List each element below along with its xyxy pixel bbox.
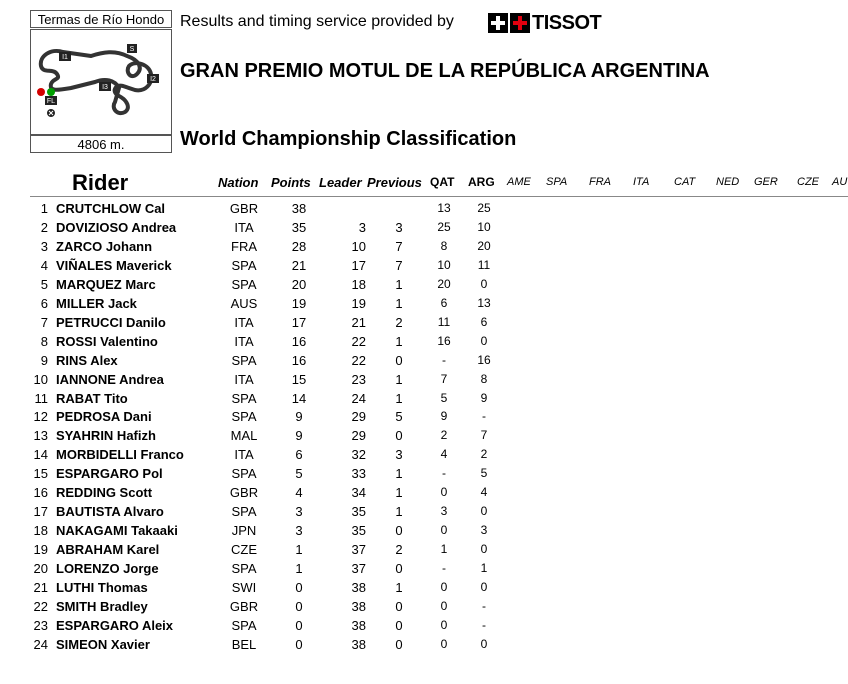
rider-gap-previous: 0 <box>395 428 403 444</box>
rider-gap-leader: 22 <box>351 352 366 368</box>
rider-position: 1 <box>40 201 48 216</box>
sector-marker-i2 <box>147 74 159 83</box>
rider-gap-leader: 37 <box>351 542 366 558</box>
rider-name: BAUTISTA Alvaro <box>56 504 164 520</box>
rider-position: 21 <box>33 580 48 595</box>
rider-gap-leader: 38 <box>351 580 366 595</box>
rider-gap-leader: 33 <box>351 466 366 482</box>
col-header-nation: Nation <box>218 175 259 190</box>
table-row <box>0 218 848 237</box>
rider-points-qat: 6 <box>440 295 448 310</box>
svg-text:I2: I2 <box>150 76 156 83</box>
start-grid-icon <box>47 109 55 117</box>
rider-gap-leader: 21 <box>351 314 366 330</box>
rider-points: 9 <box>295 428 303 444</box>
circuit-name: Termas de Río Hondo <box>30 10 172 28</box>
rider-nation: SPA <box>231 390 257 406</box>
rider-points-arg: 4 <box>480 485 488 500</box>
col-header-cze: CZE <box>797 176 819 188</box>
rider-gap-leader: 3 <box>358 219 366 235</box>
rider-position: 2 <box>40 219 48 235</box>
rider-points-qat: - <box>442 466 446 481</box>
col-header-au: AU <box>832 176 848 188</box>
rider-nation: MAL <box>230 428 258 444</box>
rider-position: 13 <box>33 428 48 444</box>
rider-points: 21 <box>291 257 307 273</box>
rider-gap-previous: 5 <box>395 409 403 425</box>
rider-points-qat: 5 <box>440 390 448 405</box>
rider-name: PETRUCCI Danilo <box>56 314 166 330</box>
col-header-cat: CAT <box>674 176 696 188</box>
rider-name: ESPARGARO Aleix <box>56 617 174 633</box>
rider-gap-leader: 19 <box>351 295 366 311</box>
rider-gap-leader: 35 <box>351 504 366 520</box>
rider-points-arg: 16 <box>477 352 491 367</box>
table-row <box>0 521 848 540</box>
track-map <box>30 29 172 135</box>
rider-points-arg: 8 <box>480 371 488 386</box>
rider-name: RABAT Tito <box>56 390 128 406</box>
rider-gap-previous: 0 <box>395 523 403 539</box>
rider-points-qat: 0 <box>440 598 448 613</box>
rider-nation: SPA <box>231 617 257 633</box>
table-row <box>0 597 848 616</box>
rider-points-arg: 0 <box>480 580 488 594</box>
table-row <box>0 313 848 332</box>
rider-points-qat: 10 <box>437 257 451 272</box>
rider-gap-previous: 7 <box>395 238 403 254</box>
rider-gap-previous: 0 <box>395 598 403 614</box>
rider-name: ZARCO Johann <box>56 238 153 254</box>
rider-gap-leader: 38 <box>351 617 366 633</box>
sector-marker-i1 <box>59 52 71 61</box>
rider-position: 16 <box>33 485 48 501</box>
rider-gap-leader: 10 <box>351 238 366 254</box>
rider-points: 0 <box>295 598 303 614</box>
rider-points: 9 <box>295 409 303 425</box>
rider-nation: SPA <box>231 409 257 425</box>
finish-line-marker <box>45 96 57 105</box>
rider-points-arg: 0 <box>480 333 488 348</box>
rider-name: ROSSI Valentino <box>56 333 158 349</box>
rider-points-arg: 3 <box>480 523 488 538</box>
rider-points-qat: 0 <box>440 523 448 538</box>
rider-position: 12 <box>33 409 48 425</box>
rider-gap-leader: 17 <box>351 257 366 273</box>
rider-gap-leader: 38 <box>351 598 366 614</box>
rider-position: 5 <box>40 276 48 292</box>
rider-name: MORBIDELLI Franco <box>56 447 184 463</box>
rider-gap-previous: 1 <box>395 580 403 595</box>
rider-position: 4 <box>40 257 48 273</box>
rider-position: 6 <box>40 295 48 311</box>
rider-points-qat: 0 <box>440 485 448 500</box>
tissot-wordmark: TISSOT <box>532 12 602 34</box>
rider-gap-leader: 23 <box>351 371 366 387</box>
table-row <box>0 407 848 426</box>
rider-position: 11 <box>34 390 48 406</box>
rider-points-arg: 13 <box>477 295 491 310</box>
rider-position: 23 <box>33 617 48 633</box>
rider-points: 17 <box>291 314 307 330</box>
table-row <box>0 237 848 256</box>
rider-points-qat: 0 <box>440 636 448 651</box>
rider-points-qat: 13 <box>437 201 451 215</box>
rider-points: 1 <box>295 542 303 558</box>
rider-points-qat: 1 <box>440 542 448 557</box>
rider-nation: SPA <box>231 504 257 520</box>
rider-gap-leader: 24 <box>351 390 366 406</box>
rider-position: 8 <box>40 333 48 349</box>
rider-points-arg: 1 <box>480 561 488 576</box>
rider-points-qat: 11 <box>437 314 451 329</box>
table-row <box>0 370 848 389</box>
rider-points-qat: 0 <box>440 580 448 594</box>
rider-name: CRUTCHLOW Cal <box>56 201 166 216</box>
rider-gap-previous: 1 <box>395 276 403 292</box>
rider-gap-previous: 1 <box>395 485 403 501</box>
green-light-icon <box>47 88 55 96</box>
rider-position: 3 <box>40 238 48 254</box>
header-divider <box>30 196 848 197</box>
rider-nation: ITA <box>234 371 254 387</box>
track-outline <box>41 51 152 113</box>
rider-nation: SWI <box>231 580 257 595</box>
table-row <box>0 426 848 445</box>
page-title: World Championship Classification <box>180 128 517 150</box>
rider-nation: ITA <box>234 447 254 463</box>
rider-gap-previous: 1 <box>395 371 403 387</box>
table-row <box>0 256 848 275</box>
svg-text:FL: FL <box>46 98 56 105</box>
rider-name: PEDROSA Dani <box>56 409 152 425</box>
rider-nation: BEL <box>231 636 257 652</box>
rider-gap-leader: 18 <box>351 276 366 292</box>
rider-position: 15 <box>33 466 48 482</box>
rider-gap-leader: 38 <box>351 636 366 652</box>
col-header-qat: QAT <box>430 175 455 189</box>
svg-text:I3: I3 <box>102 84 108 91</box>
rider-gap-previous: 1 <box>395 504 403 520</box>
rider-points-arg: 20 <box>477 238 491 253</box>
rider-nation: ITA <box>234 314 254 330</box>
table-row <box>0 351 848 370</box>
rider-points: 3 <box>295 504 303 520</box>
rider-points-arg: 0 <box>480 636 488 651</box>
rider-gap-previous: 0 <box>395 352 403 368</box>
rider-points: 1 <box>295 561 303 577</box>
rider-gap-previous: 1 <box>395 466 403 482</box>
rider-gap-leader: 32 <box>351 447 366 463</box>
rider-gap-previous: 1 <box>395 390 403 406</box>
rider-points: 4 <box>295 485 303 501</box>
table-row <box>0 332 848 351</box>
track-map-svg <box>31 30 171 134</box>
rider-name: MARQUEZ Marc <box>56 276 156 292</box>
col-header-ame: AME <box>507 176 531 188</box>
rider-points-qat: 3 <box>440 504 448 519</box>
rider-points: 19 <box>291 295 307 311</box>
rider-gap-previous: 0 <box>395 636 403 652</box>
rider-position: 18 <box>33 523 48 539</box>
rider-gap-leader: 37 <box>351 561 366 577</box>
rider-nation: GBR <box>229 201 259 216</box>
rider-name: SMITH Bradley <box>56 598 148 614</box>
rider-nation: SPA <box>231 352 257 368</box>
rider-points-arg: 6 <box>480 314 488 329</box>
rider-points: 0 <box>295 580 303 595</box>
table-row <box>0 616 848 635</box>
rider-points: 20 <box>291 276 307 292</box>
table-row <box>0 635 848 654</box>
rider-points-arg: 0 <box>480 504 488 519</box>
table-row <box>0 199 848 218</box>
rider-name: RINS Alex <box>56 352 118 368</box>
rider-gap-previous: 3 <box>395 219 403 235</box>
rider-points-arg: 0 <box>480 276 488 291</box>
col-header-leader: Leader <box>319 175 362 190</box>
rider-nation: FRA <box>231 238 257 254</box>
rider-nation: ITA <box>234 333 254 349</box>
col-header-arg: ARG <box>468 175 495 189</box>
col-header-fra: FRA <box>589 176 611 188</box>
rider-position: 22 <box>33 598 48 614</box>
rider-name: LUTHI Thomas <box>56 580 148 595</box>
col-header-ger: GER <box>754 176 778 188</box>
rider-points-arg: 10 <box>477 219 491 234</box>
rider-points-qat: 4 <box>440 447 448 462</box>
rider-position: 24 <box>33 636 48 652</box>
svg-text:S: S <box>129 46 135 53</box>
rider-points: 28 <box>291 238 307 254</box>
rider-gap-leader: 35 <box>351 523 366 539</box>
rider-points-qat: 25 <box>437 219 451 234</box>
rider-points: 0 <box>295 636 303 652</box>
table-row <box>0 540 848 559</box>
col-header-rider: Rider <box>72 170 129 195</box>
rider-gap-previous: 0 <box>395 561 403 577</box>
col-header-points: Points <box>271 175 311 190</box>
rider-points: 16 <box>291 333 307 349</box>
col-header-spa: SPA <box>546 176 568 188</box>
col-header-previous: Previous <box>367 175 422 190</box>
rider-name: VIÑALES Maverick <box>56 257 172 273</box>
table-row <box>0 483 848 502</box>
rider-nation: ITA <box>234 219 254 235</box>
rider-points: 15 <box>291 371 307 387</box>
rider-gap-leader: 29 <box>351 428 366 444</box>
rider-points-arg: - <box>482 598 486 613</box>
svg-text:I1: I1 <box>62 54 68 61</box>
rider-name: DOVIZIOSO Andrea <box>56 219 177 235</box>
rider-position: 19 <box>33 542 48 558</box>
rider-position: 17 <box>33 504 48 520</box>
rider-points: 35 <box>291 219 307 235</box>
rider-gap-previous: 2 <box>395 542 403 558</box>
rider-points: 5 <box>295 466 303 482</box>
tissot-t-icon <box>488 13 508 33</box>
tissot-cross-icon <box>510 13 530 33</box>
rider-points-qat: - <box>442 561 446 576</box>
rider-name: MILLER Jack <box>56 295 137 311</box>
col-header-ita: ITA <box>633 176 650 188</box>
rider-points: 38 <box>291 201 307 216</box>
rider-points-arg: 25 <box>477 201 491 215</box>
rider-points-qat: 9 <box>440 409 448 424</box>
rider-nation: JPN <box>231 523 257 539</box>
rider-points-arg: 2 <box>480 447 488 462</box>
rider-name: LORENZO Jorge <box>56 561 159 577</box>
rider-points-arg: 0 <box>480 542 488 557</box>
rider-nation: SPA <box>231 561 257 577</box>
table-row <box>0 445 848 464</box>
rider-name: SIMEON Xavier <box>56 636 150 652</box>
table-row <box>0 389 848 408</box>
rider-gap-leader: 34 <box>351 485 366 501</box>
rider-gap-previous: 1 <box>395 295 403 311</box>
rider-position: 9 <box>40 352 48 368</box>
rider-name: SYAHRIN Hafizh <box>56 428 156 444</box>
rider-gap-previous: 3 <box>395 447 403 463</box>
rider-points-qat: 7 <box>440 371 448 386</box>
table-row <box>0 294 848 313</box>
table-row <box>0 275 848 294</box>
rider-points-qat: 8 <box>440 238 448 253</box>
rider-name: ESPARGARO Pol <box>56 466 163 482</box>
rider-points-qat: 16 <box>437 333 451 348</box>
table-row <box>0 464 848 483</box>
rider-points-qat: 0 <box>440 617 448 632</box>
rider-name: ABRAHAM Karel <box>56 542 160 558</box>
rider-points: 14 <box>291 390 307 406</box>
rider-gap-previous: 0 <box>395 617 403 633</box>
rider-position: 20 <box>33 561 48 577</box>
table-row <box>0 578 848 597</box>
rider-position: 10 <box>33 371 48 387</box>
table-row <box>0 502 848 521</box>
rider-points-qat: 2 <box>440 428 448 443</box>
rider-points-arg: 11 <box>477 257 491 272</box>
tissot-logo <box>488 12 601 34</box>
rider-name: REDDING Scott <box>56 485 153 501</box>
rider-points: 0 <box>295 617 303 633</box>
rider-points-qat: 20 <box>437 276 451 291</box>
sector-marker-i3 <box>99 82 111 91</box>
rider-position: 14 <box>33 447 48 463</box>
rider-gap-leader: 29 <box>351 409 366 425</box>
rider-points-arg: 9 <box>480 390 488 405</box>
rider-points: 6 <box>295 447 303 463</box>
rider-nation: SPA <box>231 257 257 273</box>
red-light-icon <box>37 88 45 96</box>
rider-nation: SPA <box>231 276 257 292</box>
rider-points-qat: - <box>442 352 446 367</box>
track-length: 4806 m. <box>30 135 172 153</box>
col-header-ned: NED <box>716 176 740 188</box>
sector-marker-s <box>127 44 137 53</box>
rider-points: 3 <box>295 523 303 539</box>
rider-points-arg: 7 <box>480 428 488 443</box>
rider-position: 7 <box>40 314 48 330</box>
table-row <box>0 559 848 578</box>
rider-points: 16 <box>291 352 307 368</box>
rider-gap-previous: 1 <box>395 333 403 349</box>
rider-gap-leader: 22 <box>351 333 366 349</box>
rider-nation: GBR <box>229 485 259 501</box>
rider-gap-previous: 7 <box>395 257 403 273</box>
rider-nation: AUS <box>230 295 258 311</box>
event-title: GRAN PREMIO MOTUL DE LA REPÚBLICA ARGENTINA <box>180 60 710 82</box>
timing-service-text: Results and timing service provided by <box>180 13 454 30</box>
rider-nation: SPA <box>231 466 257 482</box>
rider-points-arg: 5 <box>480 466 488 481</box>
rider-name: IANNONE Andrea <box>56 371 164 387</box>
rider-points-arg: - <box>482 409 486 424</box>
rider-nation: CZE <box>231 542 257 558</box>
rider-nation: GBR <box>229 598 259 614</box>
rider-points-arg: - <box>482 617 486 632</box>
rider-gap-previous: 2 <box>395 314 403 330</box>
rider-name: NAKAGAMI Takaaki <box>56 523 178 539</box>
